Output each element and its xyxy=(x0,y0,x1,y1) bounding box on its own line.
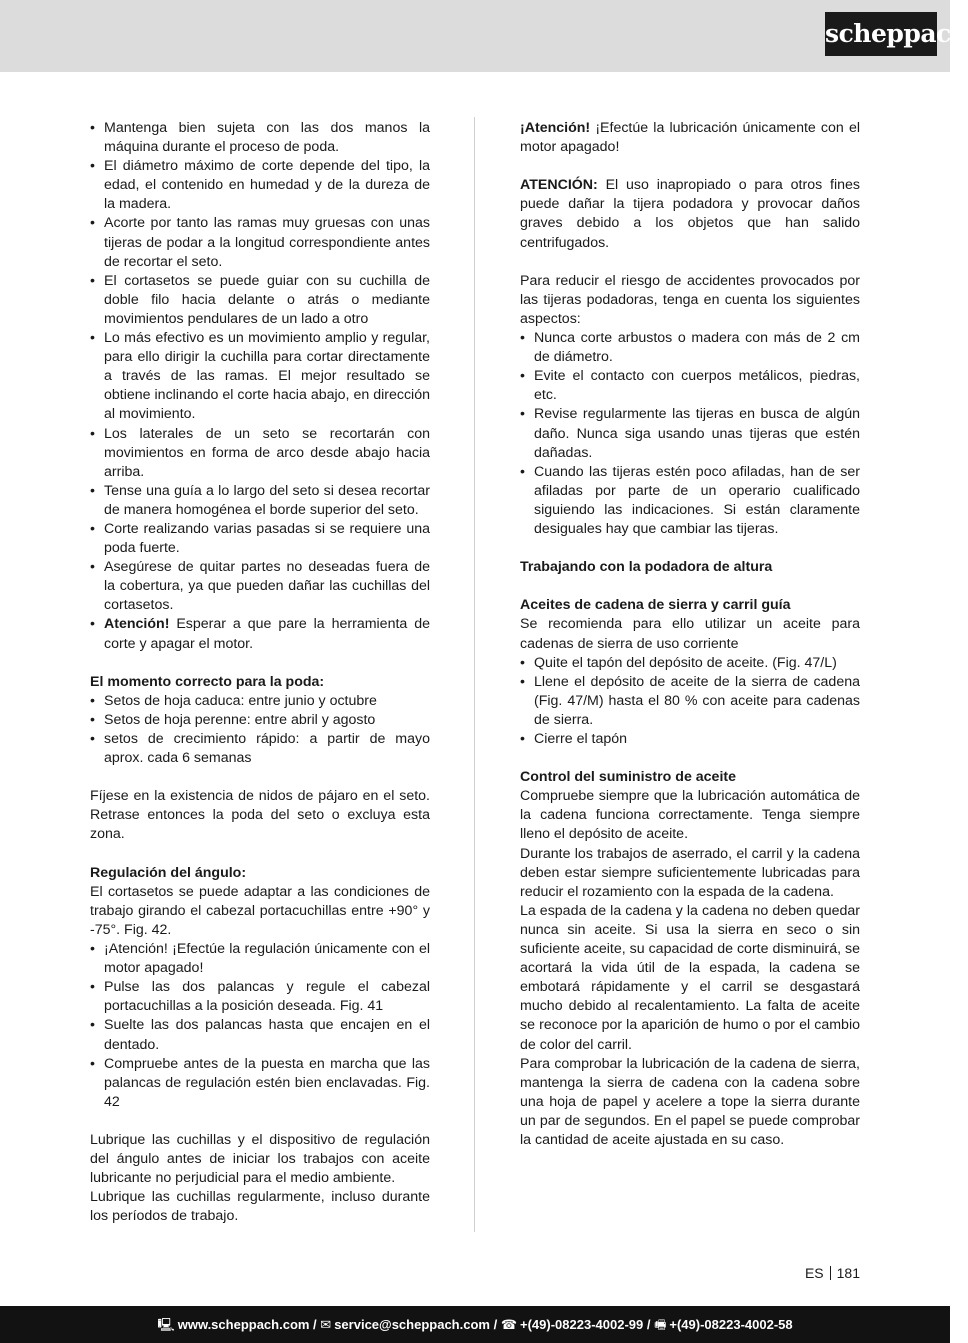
control-paragraph-2: Durante los trabajos de aserrado, el carril y la cadena deben estar siempre suficientemente lubricadas para reducir el rozamiento con la espada de la cadena. xyxy=(520,845,860,900)
nidos-paragraph: Fíjese en la existencia de nidos de pájaro en el seto. Retrase entonces la poda del seto o excluya esta zona. xyxy=(90,788,430,843)
control-paragraph-1: Compruebe siempre que la lubricación automática de la cadena funciona correctamente. Tenga siempre lleno el depósito de aceite. xyxy=(520,788,860,843)
attention-item xyxy=(90,615,430,653)
aceites-intro: Se recomienda para ello utilizar un aceite para cadenas de sierra de uso corriente xyxy=(520,616,860,652)
phone-number: +(49)-08223-4002-99 / xyxy=(520,1317,651,1332)
attention-label: Atención! xyxy=(104,616,170,633)
poda-heading: El momento correcto para la poda: xyxy=(90,673,325,690)
contact-footer xyxy=(0,1306,950,1343)
aceites-list xyxy=(520,654,860,749)
poda-list xyxy=(90,692,430,768)
list-item: • Evite el contacto con cuerpos metálicos, piedras, etc. xyxy=(520,367,860,405)
page-number xyxy=(770,1265,860,1281)
list-item: • Setos de hoja perenne: entre abril y agosto xyxy=(90,711,430,730)
email-link[interactable]: service@scheppach.com / xyxy=(334,1317,498,1332)
right-column xyxy=(520,119,860,1150)
fax-icon: 🖷︎ xyxy=(654,1317,667,1332)
angulo-list xyxy=(90,940,430,1112)
list-item: • Asegúrese de quitar partes no deseadas fuera de la cobertura, ya que pueden dañar las cuchillas del cortasetos. xyxy=(90,558,430,615)
list-item: • Lo más efectivo es un movimiento amplio y regular, para ello dirigir la cuchilla para cortar directamente a través de las ramas. El mejor resultado se obtiene inclinando el corte hacia abajo, en dirección al movimiento. xyxy=(90,329,430,424)
angulo-intro: El cortasetos se puede adaptar a las condiciones de trabajo girando el cabezal portacuchillas entre +90° y -75°. Fig. 42. xyxy=(90,883,430,938)
left-column xyxy=(90,119,430,1226)
list-item: • Compruebe antes de la puesta en marcha que las palancas de regulación estén bien enclavadas. Fig. 42 xyxy=(90,1055,430,1112)
lubricate-paragraph-2: Lubrique las cuchillas regularmente, incluso durante los períodos de trabajo. xyxy=(90,1189,430,1225)
list-item: • Pulse las dos palancas y regule el cabezal portacuchillas a la posición deseada. Fig. 41 xyxy=(90,978,430,1016)
list-item: • Los laterales de un seto se recortarán con movimientos en forma de arco desde abajo hacia arriba. xyxy=(90,425,430,482)
list-item: • El diámetro máximo de corte depende del tipo, la edad, el contenido en humedad y de la dureza de la madera. xyxy=(90,157,430,214)
list-item: • Corte realizando varias pasadas si se requiere una poda fuerte. xyxy=(90,520,430,558)
list-item: • Acorte por tanto las ramas muy gruesas con unas tijeras de podar a la longitud correspondiente antes de recortar el seto. xyxy=(90,214,430,271)
header-band xyxy=(0,0,950,72)
trabajando-heading: Trabajando con la podadora de altura xyxy=(520,559,773,576)
list-item: • Cuando las tijeras estén poco afiladas, han de ser afiladas por parte de un operario cualificado siguiendo las indicaciones. Si están claramente desiguales hay que cambiar las tijeras. xyxy=(520,463,860,539)
list-item: • setos de crecimiento rápido: a partir de mayo aprox. cada 6 semanas xyxy=(90,730,430,768)
phone-icon: ☎︎ xyxy=(500,1317,518,1332)
attention-label: ¡Atención! xyxy=(520,120,591,136)
attention-paragraph-2 xyxy=(520,176,860,252)
list-item: • Suelte las dos palancas hasta que encajen en el dentado. xyxy=(90,1016,430,1054)
attention-text: Esperar a que pare la herramienta de corte y apagar el motor. xyxy=(104,616,430,652)
aceites-heading: Aceites de cadena de sierra y carril guía xyxy=(520,597,791,614)
list-item: • Revise regularmente las tijeras en busca de algún daño. Nunca siga usando unas tijeras que estén dañadas. xyxy=(520,405,860,462)
column-divider xyxy=(474,117,475,1232)
list-item: • Llene el depósito de aceite de la sierra de cadena (Fig. 47/M) hasta el 80 % con aceite para cadenas de sierra. xyxy=(520,673,860,730)
website-link[interactable]: www.scheppach.com / xyxy=(177,1317,317,1332)
attention-paragraph-1 xyxy=(520,119,860,157)
computer-icon: 🖳︎ xyxy=(157,1317,175,1332)
language-code: ES xyxy=(804,1265,824,1281)
list-item: • ¡Atención! ¡Efectúe la regulación únicamente con el motor apagado! xyxy=(90,940,430,978)
list-item: • Setos de hoja caduca: entre junio y octubre xyxy=(90,692,430,711)
attention-text: El uso inapropiado o para otros fines puede dañar la tijera podadora y provocar daños graves debido a los objetos que han salido centrifugados. xyxy=(520,177,860,251)
riesgo-list xyxy=(520,329,860,539)
control-paragraph-3: La espada de la cadena y la cadena no deben quedar nunca sin aceite. Si usa la sierra en seco o sin suficiente aceite, su capacidad de corte disminuirá, se acortará la vida útil de la espada, la cadena se embotará rápidamente y el carril se desgastará mucho debido al recalentamiento. La falta de aceite se reconoce por la aparición de humo o por el cambio de color del carril. xyxy=(520,902,860,1053)
list-item: • Mantenga bien sujeta con las dos manos la máquina durante el proceso de poda. xyxy=(90,119,430,157)
control-paragraph-4: Para comprobar la lubricación de la cadena de sierra, mantenga la sierra de cadena con la cadena sobre una hoja de papel y acelere a tope la sierra durante un par de segundos. En el papel se puede comprobar la cantidad de aceite ajustada en su caso. xyxy=(520,1055,860,1148)
email-icon: ✉︎ xyxy=(320,1317,332,1332)
angulo-heading: Regulación del ángulo: xyxy=(90,864,247,881)
attention-text: ¡Efectúe la lubricación únicamente con el motor apagado! xyxy=(520,120,860,156)
list-item: • Quite el tapón del depósito de aceite. (Fig. 47/L) xyxy=(520,654,860,673)
control-heading: Control del suministro de aceite xyxy=(520,769,737,786)
list-item: • Tense una guía a lo largo del seto si desea recortar de manera homogénea el borde superior del seto. xyxy=(90,482,430,520)
cutting-instructions-list xyxy=(90,119,430,654)
fax-number: +(49)-08223-4002-58 xyxy=(669,1317,793,1332)
list-item: • Nunca corte arbustos o madera con más de 2 cm de diámetro. xyxy=(520,329,860,367)
riesgo-intro: Para reducir el riesgo de accidentes provocados por las tijeras podadoras, tenga en cuenta los siguientes aspectos: xyxy=(520,272,860,327)
list-item: • El cortasetos se puede guiar con su cuchilla de doble filo hacia delante o atrás o mediante movimientos pendulares de un lado a otro xyxy=(90,272,430,329)
lubricate-paragraph-1: Lubrique las cuchillas y el dispositivo de regulación del ángulo antes de iniciar los trabajos con aceite lubricante no perjudicial para el medio ambiente. xyxy=(90,1131,430,1187)
page-number-value: 181 xyxy=(836,1265,860,1281)
list-item: • Cierre el tapón xyxy=(520,730,860,749)
attention-label: ATENCIÓN: xyxy=(520,177,598,194)
scheppach-logo: scheppach xyxy=(825,12,937,56)
